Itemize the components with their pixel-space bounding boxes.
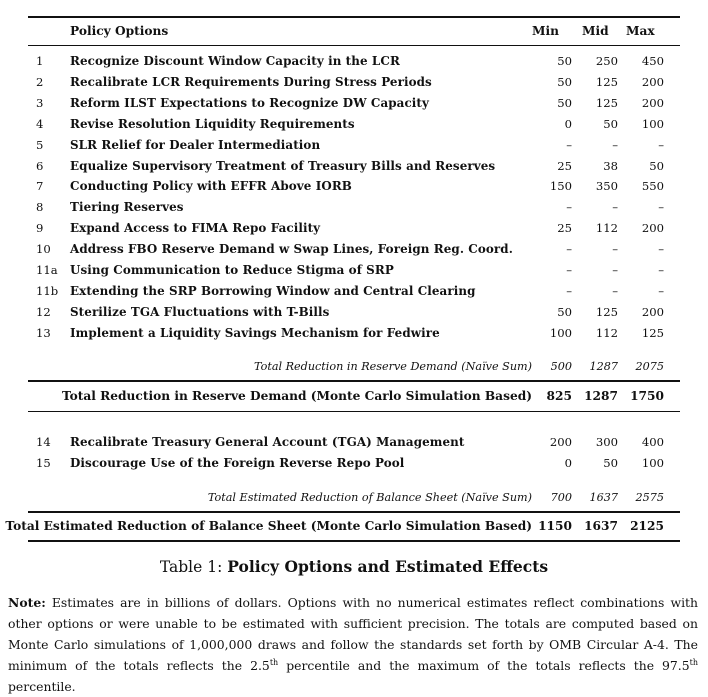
table-row (28, 221, 680, 241)
table-row (28, 326, 680, 346)
mc-total-max-a: 1750 (630, 389, 664, 403)
row-number: 14 (36, 435, 51, 449)
value-mid: 112 (595, 325, 618, 340)
policy-option-name: Tiering Reserves (70, 200, 184, 215)
naive-sum-mid-a: 1287 (589, 360, 618, 373)
value-max: – (658, 283, 664, 298)
value-max: 200 (641, 74, 664, 89)
policy-option-name: Equalize Supervisory Treatment of Treasury Bills and Reserves (70, 158, 496, 173)
table-row (28, 75, 680, 95)
value-max: – (658, 263, 664, 277)
mc-total-min-b: 1150 (538, 519, 572, 533)
mc-total-row-b (5, 519, 680, 539)
policy-option-name: Address FBO Reserve Demand w Swap Lines, Foreign Reg. Coord. (70, 242, 513, 257)
note-sup-1: th (269, 657, 279, 667)
note-sup-2: th (689, 657, 699, 667)
table-row (28, 435, 680, 455)
value-min: 150 (549, 179, 572, 194)
value-max: 200 (641, 221, 664, 236)
value-mid: 38 (603, 158, 618, 173)
table-header-row (28, 24, 680, 44)
value-max: 100 (641, 456, 664, 470)
value-mid: – (612, 283, 618, 298)
table-row (28, 138, 680, 158)
value-mid: 112 (595, 221, 618, 236)
value-min: 25 (557, 158, 572, 173)
value-max: 450 (641, 54, 664, 68)
value-mid: – (612, 137, 618, 152)
mc-total-mid-b: 1637 (584, 519, 618, 533)
caption-title: Policy Options and Estimated Effects (227, 557, 549, 576)
value-max: – (658, 200, 664, 215)
note-text-3: percentile. (8, 679, 76, 694)
table-row (28, 263, 680, 283)
mc-total-label-a: Total Reduction in Reserve Demand (Monte Carlo Simulation Based) (61, 389, 532, 403)
mc-total-top-rule-a (28, 380, 680, 382)
header-min: Min (532, 24, 559, 38)
table-row (28, 305, 680, 325)
value-max: 50 (649, 158, 664, 173)
header-policy-options: Policy Options (70, 24, 169, 38)
table-row (28, 96, 680, 116)
value-max: 200 (641, 304, 664, 319)
mc-total-top-rule-b (28, 511, 680, 513)
table-note (8, 592, 698, 697)
naive-sum-label-b: Total Estimated Reduction of Balance Sheet (Naïve Sum) (207, 491, 532, 504)
value-min: 200 (549, 435, 572, 449)
value-min: 50 (557, 74, 572, 89)
row-number: 3 (36, 95, 44, 110)
policy-option-name: Implement a Liquidity Savings Mechanism for Fedwire (70, 325, 440, 340)
value-mid: – (612, 242, 618, 257)
row-number: 7 (36, 179, 44, 194)
row-number: 9 (36, 221, 44, 236)
value-min: – (566, 263, 572, 277)
value-min: 0 (564, 116, 572, 131)
row-number: 2 (36, 74, 44, 89)
value-min: 50 (557, 95, 572, 110)
mc-total-bottom-rule-a (28, 411, 680, 412)
value-mid: – (612, 263, 618, 277)
policy-option-name: Sterilize TGA Fluctuations with T-Bills (70, 304, 330, 319)
value-max: 550 (641, 179, 664, 194)
row-number: 8 (36, 200, 44, 215)
value-mid: 250 (595, 54, 618, 68)
table-top-rule (28, 16, 680, 18)
value-mid: 125 (595, 74, 618, 89)
value-mid: 125 (595, 95, 618, 110)
value-min: 50 (557, 54, 572, 68)
value-max: 400 (641, 435, 664, 449)
mc-total-mid-a: 1287 (584, 389, 618, 403)
value-min: 0 (564, 456, 572, 470)
table-bottom-rule (28, 540, 680, 542)
row-number: 12 (36, 304, 51, 319)
caption-prefix: Table 1: (159, 558, 228, 576)
policy-option-name: Recognize Discount Window Capacity in the LCR (70, 54, 400, 68)
row-number: 11a (36, 263, 58, 277)
value-mid: 50 (603, 116, 618, 131)
policy-option-name: SLR Relief for Dealer Intermediation (70, 137, 321, 152)
table-row (28, 159, 680, 179)
value-max: – (658, 242, 664, 257)
header-mid: Mid (582, 24, 609, 38)
header-max: Max (626, 24, 655, 38)
value-mid: 350 (595, 179, 618, 194)
policy-option-name: Extending the SRP Borrowing Window and Central Clearing (70, 283, 476, 298)
table-caption (0, 557, 708, 576)
table-row (28, 284, 680, 304)
naive-sum-min-a: 500 (550, 360, 572, 373)
table-row (28, 242, 680, 262)
value-min: – (566, 242, 572, 257)
table-row (28, 117, 680, 137)
value-min: 50 (557, 304, 572, 319)
mc-total-label-b: Total Estimated Reduction of Balance Sheet (Monte Carlo Simulation Based) (5, 519, 532, 533)
mc-total-max-b: 2125 (630, 519, 664, 533)
table-row (28, 179, 680, 199)
naive-sum-label-a: Total Reduction in Reserve Demand (Naïve Sum) (254, 360, 532, 373)
value-mid: – (612, 200, 618, 215)
value-max: 100 (641, 116, 664, 131)
table-row (28, 200, 680, 220)
value-min: – (566, 137, 572, 152)
policy-option-name: Recalibrate LCR Requirements During Stress Periods (70, 74, 432, 89)
mc-total-min-a: 825 (546, 389, 572, 403)
naive-sum-mid-b: 1637 (589, 491, 618, 504)
value-max: 125 (641, 325, 664, 340)
naive-sum-max-a: 2075 (635, 360, 664, 373)
note-text-2: percentile and the maximum of the totals reflects the 97.5 (278, 658, 690, 673)
note-text-1: Estimates are in billions of dollars. Options with no numerical estimates reflect combinations with other options or were unable to be estimated with sufficient precision. The totals are computed based on Monte Carlo simulations of 1,000,000 draws and follow the standards set forth by OMB Circular A-4. The minimum of the totals reflects the 2.5 (8, 595, 698, 673)
naive-sum-max-b: 2575 (635, 491, 664, 504)
naive-sum-min-b: 700 (550, 491, 572, 504)
policy-option-name: Discourage Use of the Foreign Reverse Repo Pool (70, 456, 405, 470)
row-number: 1 (36, 54, 44, 68)
table-row (28, 54, 680, 74)
policy-option-name: Recalibrate Treasury General Account (TGA) Management (70, 435, 465, 449)
row-number: 10 (36, 242, 51, 257)
row-number: 13 (36, 325, 51, 340)
row-number: 15 (36, 456, 51, 470)
mc-total-row-a (28, 389, 680, 409)
value-min: 25 (557, 221, 572, 236)
policy-option-name: Conducting Policy with EFFR Above IORB (70, 179, 352, 194)
policy-option-name: Using Communication to Reduce Stigma of SRP (70, 263, 394, 277)
value-mid: 50 (603, 456, 618, 470)
policy-option-name: Revise Resolution Liquidity Requirements (70, 116, 355, 131)
naive-sum-row-b (28, 491, 680, 511)
naive-sum-row-a (28, 360, 680, 380)
table-row (28, 456, 680, 476)
row-number: 11b (36, 283, 59, 298)
value-mid: 125 (595, 304, 618, 319)
value-max: 200 (641, 95, 664, 110)
row-number: 5 (36, 137, 44, 152)
value-max: – (658, 137, 664, 152)
row-number: 4 (36, 116, 44, 131)
row-number: 6 (36, 158, 44, 173)
value-min: – (566, 200, 572, 215)
header-rule (28, 45, 680, 46)
value-min: – (566, 283, 572, 298)
policy-option-name: Expand Access to FIMA Repo Facility (70, 221, 321, 236)
note-label: Note: (8, 595, 46, 610)
value-min: 100 (549, 325, 572, 340)
policy-option-name: Reform ILST Expectations to Recognize DW Capacity (70, 95, 430, 110)
value-mid: 300 (595, 435, 618, 449)
